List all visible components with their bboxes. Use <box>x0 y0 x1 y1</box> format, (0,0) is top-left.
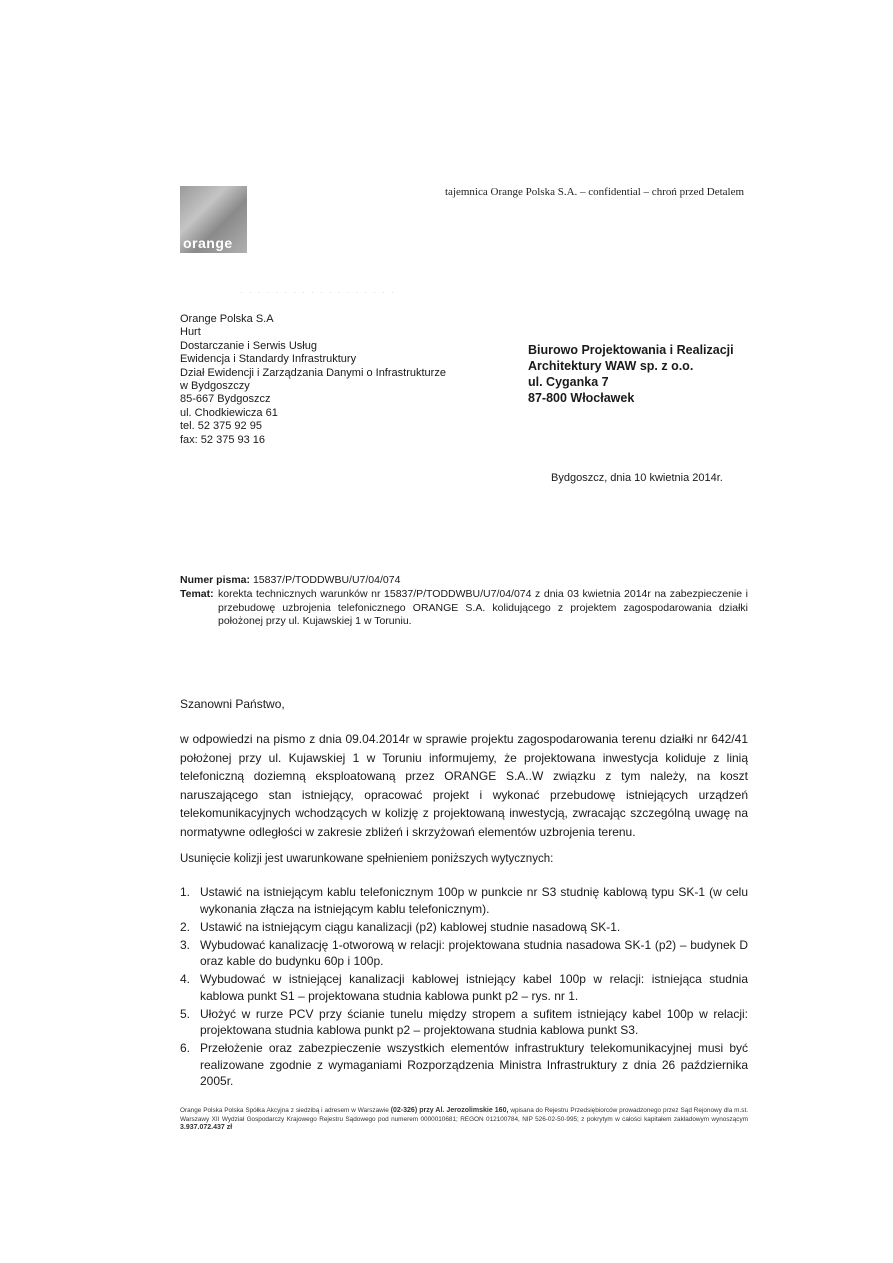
logo-text: orange <box>183 235 233 251</box>
sender-fax: fax: 52 375 93 16 <box>180 433 266 446</box>
list-item <box>180 971 748 1004</box>
list-item <box>180 919 748 936</box>
guidelines-list <box>180 884 748 1091</box>
sender-address <box>180 313 446 447</box>
list-item <box>180 1040 748 1090</box>
letter-date: Bydgoszcz, dnia 10 kwietnia 2014r. <box>551 472 723 484</box>
reference-value: 15837/P/TODDWBU/U7/04/074 <box>252 574 401 586</box>
reference-number <box>180 574 400 586</box>
confidential-notice: tajemnica Orange Polska S.A. – confidential – chroń przed Detalem <box>445 186 745 198</box>
subject-label: Temat: <box>180 588 214 600</box>
recipient-address <box>528 342 734 406</box>
list-text: Ustawić na istniejącym kablu telefonicznym 100p w punkcie nr S3 studnię kablową typu SK-1 (w celu wykonania złącza na istniejącym kablu telefonicznym). <box>200 885 748 916</box>
recipient-line: ul. Cyganka 7 <box>528 375 609 389</box>
list-number: 6. <box>180 1041 191 1055</box>
list-number: 2. <box>180 919 191 934</box>
subject-text: korekta technicznych warunków nr 15837/P/TODDWBU/U7/04/074 z dnia 03 kwietnia 2014r na zabezpieczenie i przebudowę uzbrojenia telefonicznego ORANGE S.A. kolidującego z projektem zagospodarowania działki położonej przy ul. Kujawskiej 1 w Toruniu. <box>218 588 748 627</box>
sender-line: Hurt <box>180 326 201 339</box>
body-paragraph: w odpowiedzi na pismo z dnia 09.04.2014r w sprawie projektu zagospodarowania terenu działki nr 642/41 położonej przy ul. Kujawskiej 1 w Toruniu informujemy, że projektowana inwestycja koliduje z linią telefoniczną doziemną eksploatowaną przez ORANGE S.A..W związku z tym należy, na koszt naruszającego stan istniejący, opracować projekt i wykonać przebudowę istniejących urządzeń telekomunikacyjnych wchodzących w kolizję z projektowaną inwestycją, zwracając szczególną uwagę na normatywne odległości w zakresie zbliżeń i skrzyżowań elementów uzbrojenia terenu. <box>180 732 748 839</box>
company-footer <box>180 1107 748 1133</box>
salutation: Szanowni Państwo, <box>180 697 285 711</box>
sender-line: 85-667 Bydgoszcz <box>180 393 271 406</box>
recipient-line: 87-800 Włocławek <box>528 391 635 405</box>
recipient-line: Biurowo Projektowania i Realizacji <box>528 343 734 357</box>
list-number: 3. <box>180 937 191 952</box>
list-item <box>180 937 748 970</box>
list-text: Ułożyć w rurze PCV przy ścianie tunelu między stropem a sufitem istniejący kabel 100p w relacji: projektowana studnia kablowa punkt p2 – projektowana studnia kablowa punkt S3. <box>200 1006 748 1037</box>
list-text: Wybudować kanalizację 1-otworową w relacji: projektowana studnia nasadowa SK-1 (p2) – budynek D oraz kable do budynku 60p i 100p. <box>200 937 748 968</box>
sender-line: Dział Ewidencji i Zarządzania Danymi o Infrastrukturze <box>180 366 446 379</box>
footer-capital: 3.937.072.437 zł <box>180 1124 233 1131</box>
list-item <box>180 884 748 917</box>
sender-line: ul. Chodkiewicza 61 <box>180 406 278 419</box>
list-item <box>180 1006 748 1039</box>
sender-line: Ewidencja i Standardy Infrastruktury <box>180 353 357 366</box>
subject <box>180 588 748 629</box>
list-number: 4. <box>180 972 191 986</box>
list-text: Ustawić na istniejącym ciągu kanalizacji (p2) kablowej studnie nasadową SK-1. <box>200 919 621 934</box>
sender-line: Dostarczanie i Serwis Usług <box>180 339 317 352</box>
list-number: 5. <box>180 1006 191 1021</box>
recipient-line: Architektury WAW sp. z o.o. <box>528 359 694 373</box>
list-text: Wybudować w istniejącej kanalizacji kablowej istniejący kabel 100p w relacji: istniejąca studnia kablowa punkt S1 – projektowana studnia kablowa punkt p2 – rys. nr 1. <box>200 972 748 1003</box>
faint-scan-mark: · · · · · · · · · · · · · · · · · · <box>240 288 396 297</box>
list-text: Przełożenie oraz zabezpieczenie wszystkich elementów infrastruktury telekomunikacyjnej musi być realizowane zgodnie z wymaganiami Rozporządzenia Ministra Infrastruktury z dnia 26 października 2005r. <box>200 1041 748 1088</box>
list-intro: Usunięcie kolizji jest uwarunkowane spełnieniem poniższych wytycznych: <box>180 853 554 865</box>
sender-line: Orange Polska S.A <box>180 313 274 325</box>
orange-logo <box>180 186 247 253</box>
footer-address: (02-326) przy Al. Jerozolimskie 160, <box>390 1107 509 1114</box>
list-number: 1. <box>180 885 191 899</box>
sender-phone: tel. 52 375 92 95 <box>180 420 262 433</box>
footer-company: Orange Polska Polska Spółka Akcyjna z siedzibą i adresem w Warszawie <box>180 1107 389 1114</box>
sender-line: w Bydgoszczy <box>180 380 250 393</box>
reference-label: Numer pisma: <box>180 574 251 586</box>
footer-registry: wpisana do Rejestru Przedsiębiorców prowadzonego przez Sąd Rejonowy dla m.st. Warszawy XII Wydział Gospodarczy Krajowego Rejestru Sądowego pod numerem 0000010681; REGON 012100784, NIP 526-02-50-995; z pokrytym w całości kapitałem zakładowym wynoszącym <box>180 1107 749 1123</box>
